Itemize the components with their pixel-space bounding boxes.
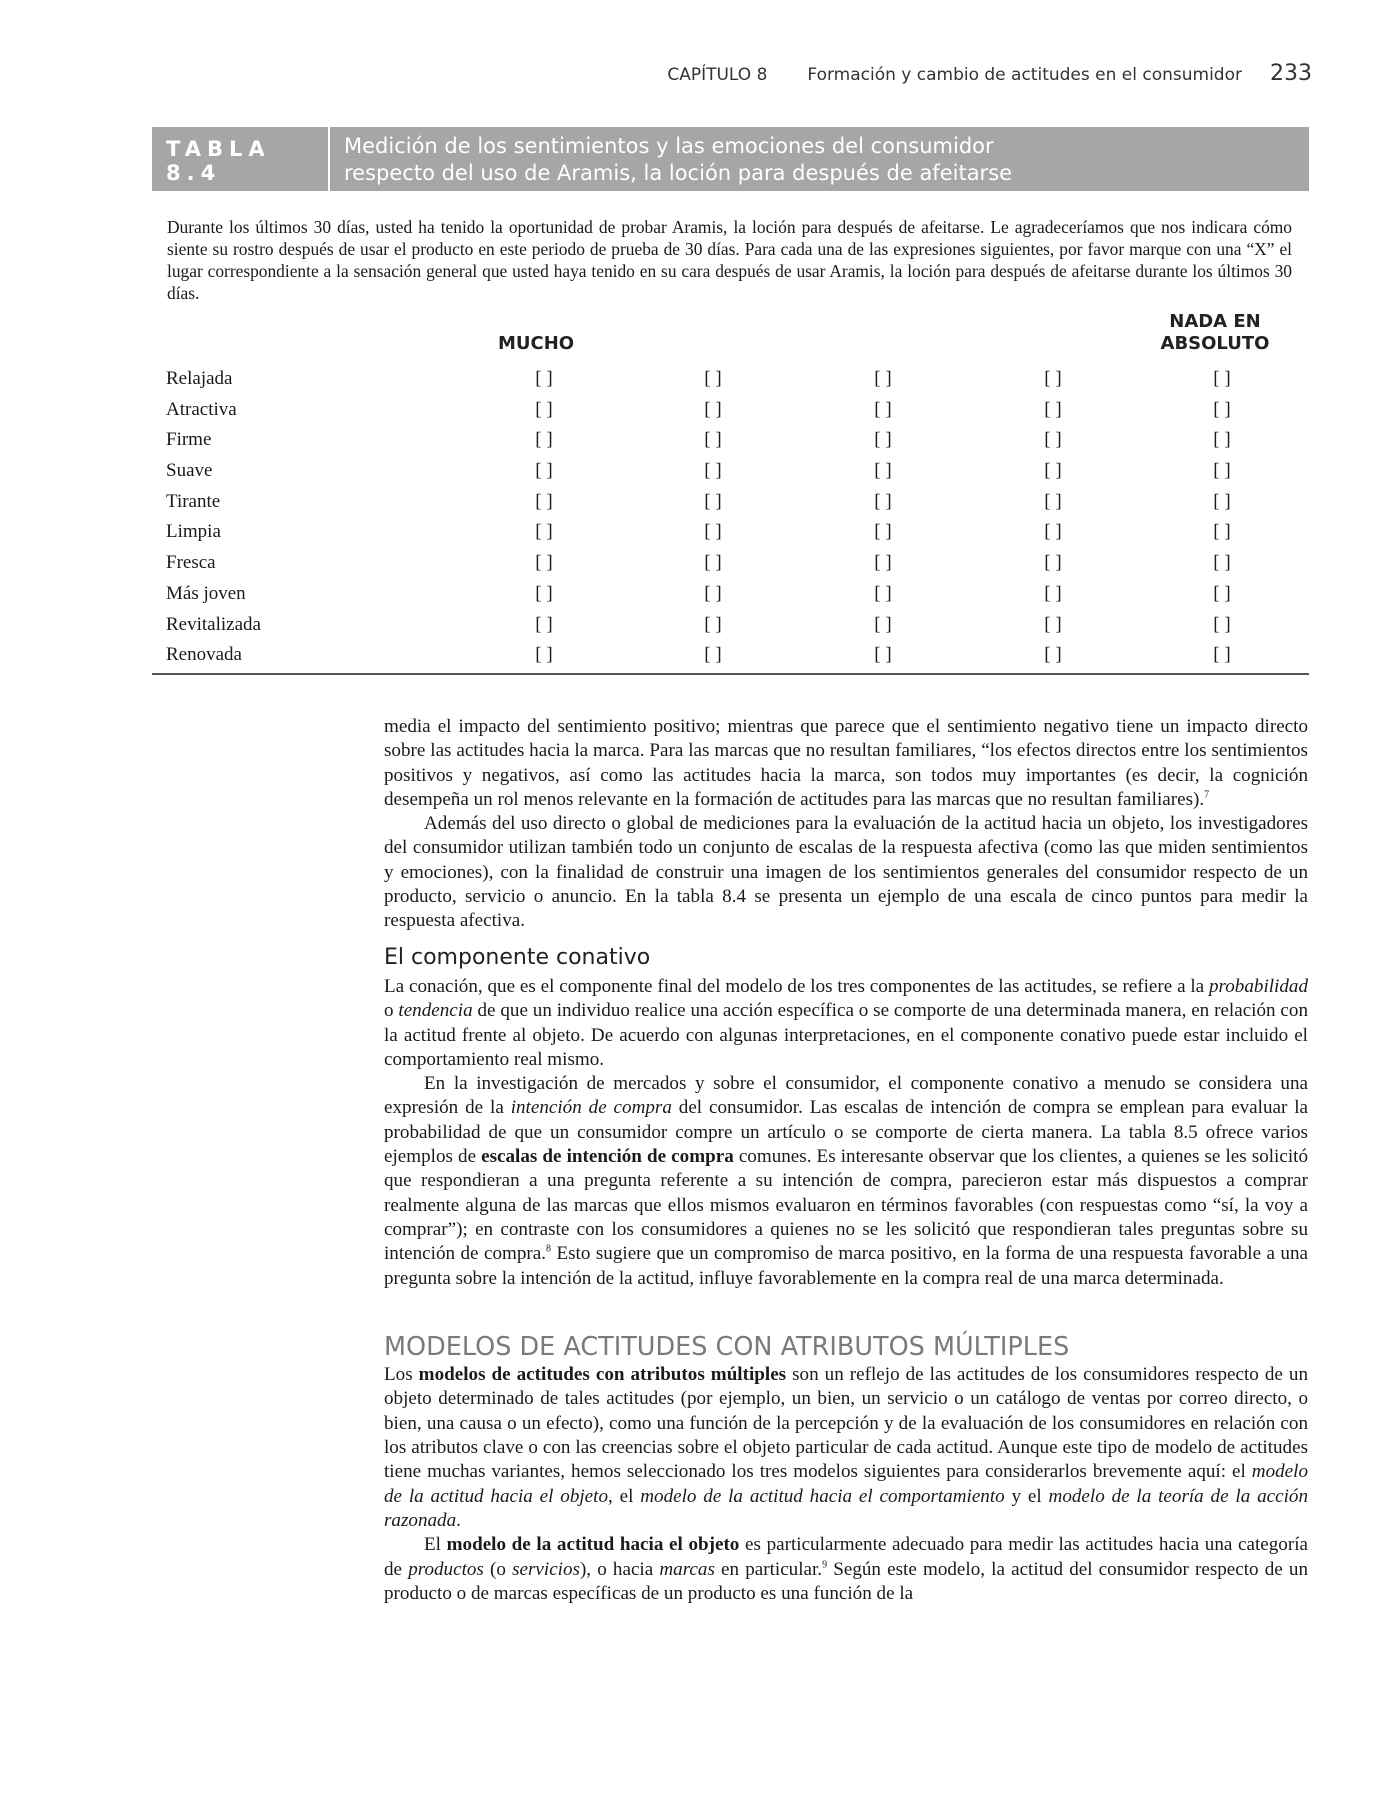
rating-checkbox-5[interactable]: [ ]	[1213, 521, 1231, 543]
bold-term: escalas de intención de compra	[481, 1146, 734, 1168]
text-run: , el	[608, 1485, 641, 1507]
rating-checkbox-2[interactable]: [ ]	[704, 552, 722, 574]
rating-checkbox-4[interactable]: [ ]	[1044, 552, 1062, 574]
table-row	[152, 579, 1309, 610]
table-caption-line-1: Medición de los sentimientos y las emociones del consumidor	[344, 134, 994, 158]
body-text	[384, 715, 1308, 1606]
rating-checkbox-2[interactable]: [ ]	[704, 429, 722, 451]
table-caption-line-2: respecto del uso de Aramis, la loción para después de afeitarse	[344, 161, 1013, 185]
scale-label-left: MUCHO	[498, 333, 575, 354]
text-run: comunes. Es interesante observar que los clientes, a quienes se les solicitó que respondieran a una pregunta referente a su intención de compra, parecieron estar más dispuestos a comprar realmente alguna de las marcas que ellos mismos evaluaron en términos favorables (con respuestas como “sí, la voy a comprar”); en contraste con los consumidores a quienes no se les solicitó que respondieran tales preguntas sobre su intención de compra.	[384, 1146, 1308, 1265]
rating-checkbox-1[interactable]: [ ]	[535, 490, 553, 512]
chapter-title: Formación y cambio de actitudes en el consumidor	[807, 65, 1242, 85]
footnote-ref-7: 7	[1204, 789, 1210, 801]
text-run: ), o hacia	[579, 1558, 660, 1580]
text-run: son un reflejo de las actitudes de los consumidores respecto de un objeto determinado de tales actitudes (por ejemplo, un bien, un servicio o un catálogo de ventas por correo directo, o bien, una causa o un efecto), como una función de la percepción y de la evaluación de los consumidores en relación con los atributos clave o con las creencias sobre el objeto particular de cada actitud. Aunque este tipo de modelo de actitudes tiene muchas variantes, hemos seleccionado los tres modelos siguientes para considerarlos brevemente aquí: el	[384, 1364, 1308, 1483]
rating-checkbox-5[interactable]: [ ]	[1213, 582, 1231, 604]
table-caption	[328, 127, 1012, 191]
footnote-ref-8: 8	[546, 1243, 552, 1255]
rating-checkbox-2[interactable]: [ ]	[704, 368, 722, 389]
text-run: y el	[1004, 1485, 1049, 1507]
table-row	[152, 517, 1309, 548]
italic-run: servicios	[512, 1558, 580, 1580]
paragraph-1-text: media el impacto del sentimiento positivo; mientras que parece que el sentimiento negativo tiene un impacto directo sobre las actitudes hacia la marca. Para las marcas que no resultan familiares, “los efectos directos entre los sentimientos positivos y negativos, así como las actitudes hacia la marca, son todos muy importantes (es decir, la cognición desempeña un rol menos relevante en la formación de actitudes para las marcas que no resultan familiares).	[384, 716, 1308, 810]
row-label: Firme	[166, 429, 212, 451]
rating-checkbox-5[interactable]: [ ]	[1213, 613, 1231, 635]
text-run: es particularmente adecuado para medir las actitudes hacia una categoría de	[384, 1534, 1308, 1580]
table-label: TABLA 8.4	[166, 137, 271, 185]
row-label: Revitalizada	[166, 613, 261, 635]
page-number: 233	[1270, 61, 1312, 86]
table-title-bar	[152, 127, 1309, 191]
italic-run: modelo de la actitud hacia el objeto	[384, 1461, 1308, 1507]
text-run: En la investigación de mercados y sobre el consumidor, el componente conativo a menudo se considera una expresión de la	[384, 1073, 1308, 1119]
rating-checkbox-1[interactable]: [ ]	[535, 582, 553, 604]
rating-checkbox-2[interactable]: [ ]	[704, 490, 722, 512]
rating-checkbox-1[interactable]: [ ]	[535, 398, 553, 420]
running-header	[560, 61, 1312, 86]
rating-checkbox-1[interactable]: [ ]	[535, 429, 553, 451]
text-run: El	[424, 1534, 447, 1556]
scale-label-right-line-1: NADA EN	[1169, 311, 1261, 332]
text-run: La conación, que es el componente final del modelo de los tres componentes de las actitudes, se refiere a la	[384, 975, 1209, 997]
table-row	[152, 610, 1309, 641]
italic-run: tendencia	[398, 1000, 473, 1022]
bold-term: modelos de actitudes con atributos múltiples	[418, 1364, 787, 1386]
rating-checkbox-4[interactable]: [ ]	[1044, 460, 1062, 482]
italic-run: marcas	[659, 1558, 715, 1580]
text-run: o	[384, 1000, 399, 1022]
rating-checkbox-4[interactable]: [ ]	[1044, 429, 1062, 451]
rating-checkbox-3[interactable]: [ ]	[874, 552, 892, 574]
table-row	[152, 395, 1309, 426]
footnote-ref-9: 9	[822, 1559, 828, 1571]
rating-checkbox-3[interactable]: [ ]	[874, 429, 892, 451]
chapter-label: CAPÍTULO 8	[667, 65, 768, 85]
paragraph-2: Además del uso directo o global de mediciones para la evaluación de la actitud hacia un objeto, los investigadores del consumidor utilizan también todo un conjunto de escalas de la respuesta afectiva (como las que miden sentimientos y emociones), con la finalidad de construir una imagen de los sentimientos generales del consumidor respecto de un producto, servicio o anuncio. En la tabla 8.4 se presenta un ejemplo de una escala de cinco puntos para medir la respuesta afectiva.	[384, 813, 1308, 932]
rating-checkbox-5[interactable]: [ ]	[1213, 644, 1231, 666]
scale-label-right	[1150, 311, 1280, 355]
rating-checkbox-4[interactable]: [ ]	[1044, 490, 1062, 512]
table-row	[152, 425, 1309, 456]
rating-checkbox-1[interactable]: [ ]	[535, 613, 553, 635]
rating-checkbox-2[interactable]: [ ]	[704, 644, 722, 666]
paragraph-1	[384, 715, 1308, 812]
italic-run: productos	[408, 1558, 484, 1580]
row-label: Suave	[166, 460, 213, 482]
rating-checkbox-4[interactable]: [ ]	[1044, 521, 1062, 543]
rating-checkbox-5[interactable]: [ ]	[1213, 490, 1231, 512]
rating-checkbox-5[interactable]: [ ]	[1213, 460, 1231, 482]
bold-term: modelo de la actitud hacia el objeto	[446, 1534, 740, 1556]
table-row	[152, 640, 1309, 671]
text-run: Según este modelo, la actitud del consumidor respecto de un producto o de marcas específicas de un producto es una función de la	[384, 1558, 1309, 1604]
rating-checkbox-4[interactable]: [ ]	[1044, 644, 1062, 666]
text-run: Esto sugiere que un compromiso de marca positivo, en la forma de una respuesta favorable a una pregunta sobre la intención de la actitud, influye favorablemente en la compra real de una marca determinada.	[384, 1243, 1309, 1289]
scale-label-right-line-2: ABSOLUTO	[1160, 333, 1270, 354]
italic-run: probabilidad	[1208, 975, 1308, 997]
row-label: Más joven	[166, 582, 246, 604]
rating-checkbox-4[interactable]: [ ]	[1044, 368, 1062, 389]
paragraph-5	[384, 1363, 1308, 1533]
rating-checkbox-5[interactable]: [ ]	[1213, 552, 1231, 574]
table-row	[152, 364, 1309, 395]
table-row	[152, 487, 1309, 518]
rating-checkbox-2[interactable]: [ ]	[704, 613, 722, 635]
rating-checkbox-1[interactable]: [ ]	[535, 460, 553, 482]
rating-checkbox-5[interactable]: [ ]	[1213, 368, 1231, 389]
text-run: .	[456, 1509, 461, 1531]
rating-checkbox-1[interactable]: [ ]	[535, 644, 553, 666]
section-heading-conativo: El componente conativo	[384, 944, 651, 970]
rating-checkbox-3[interactable]: [ ]	[874, 582, 892, 604]
text-run: de que un individuo realice una acción específica o se comporte de una determinada manera, en relación con la actitud frente al objeto. De acuerdo con algunas interpretaciones, en el componente conativo puede estar incluido el comportamiento real mismo.	[384, 1000, 1308, 1070]
table-bottom-rule	[152, 673, 1309, 675]
italic-run: intención de compra	[510, 1097, 672, 1119]
rating-checkbox-3[interactable]: [ ]	[874, 398, 892, 420]
rating-checkbox-1[interactable]: [ ]	[535, 368, 553, 389]
section-heading-modelos: MODELOS DE ACTITUDES CON ATRIBUTOS MÚLTIPLES	[384, 1331, 1070, 1362]
table-row	[152, 456, 1309, 487]
italic-run: modelo de la teoría de la acción razonada	[384, 1485, 1308, 1531]
paragraph-4	[384, 1072, 1308, 1291]
rating-checkbox-4[interactable]: [ ]	[1044, 398, 1062, 420]
text-run: en particular.	[714, 1558, 823, 1580]
text-run: (o	[483, 1558, 513, 1580]
rating-checkbox-3[interactable]: [ ]	[874, 521, 892, 543]
rating-checkbox-2[interactable]: [ ]	[704, 460, 722, 482]
row-label: Relajada	[166, 368, 233, 389]
paragraph-6	[384, 1533, 1308, 1606]
row-label: Limpia	[166, 521, 221, 543]
rating-checkbox-1[interactable]: [ ]	[535, 521, 553, 543]
rating-checkbox-1[interactable]: [ ]	[535, 552, 553, 574]
rating-checkbox-4[interactable]: [ ]	[1044, 582, 1062, 604]
rating-checkbox-3[interactable]: [ ]	[874, 490, 892, 512]
italic-run: modelo de la actitud hacia el comportamiento	[640, 1485, 1005, 1507]
rating-checkbox-5[interactable]: [ ]	[1213, 398, 1231, 420]
table-instructions: Durante los últimos 30 días, usted ha tenido la oportunidad de probar Aramis, la loción para después de afeitarse. Le agradeceríamos que nos indicara cómo siente su rostro después de usar el producto en este periodo de prueba de 30 días. Para cada una de las expresiones siguientes, por favor marque con una “X” el lugar correspondiente a la sensación general que usted haya tenido en su cara después de usar Aramis, la loción para después de afeitarse durante los últimos 30 días.	[167, 217, 1292, 303]
rating-checkbox-3[interactable]: [ ]	[874, 613, 892, 635]
rating-checkbox-2[interactable]: [ ]	[704, 521, 722, 543]
text-run: Los	[384, 1364, 419, 1386]
row-label: Atractiva	[166, 398, 237, 420]
rating-checkbox-4[interactable]: [ ]	[1044, 613, 1062, 635]
rating-checkbox-3[interactable]: [ ]	[874, 368, 892, 389]
rating-checkbox-3[interactable]: [ ]	[874, 644, 892, 666]
rating-checkbox-2[interactable]: [ ]	[704, 398, 722, 420]
paragraph-3	[384, 975, 1308, 1072]
row-label: Tirante	[166, 490, 221, 512]
row-label: Fresca	[166, 552, 216, 574]
rating-table	[152, 364, 1309, 671]
rating-checkbox-2[interactable]: [ ]	[704, 582, 722, 604]
rating-checkbox-3[interactable]: [ ]	[874, 460, 892, 482]
row-label: Renovada	[166, 644, 242, 666]
text-run: del consumidor. Las escalas de intención de compra se emplean para evaluar la probabilidad de que un consumidor compre un artículo o se comporte de cierta manera. La tabla 8.5 ofrece varios ejemplos de	[384, 1097, 1308, 1168]
table-row	[152, 548, 1309, 579]
rating-checkbox-5[interactable]: [ ]	[1213, 429, 1231, 451]
